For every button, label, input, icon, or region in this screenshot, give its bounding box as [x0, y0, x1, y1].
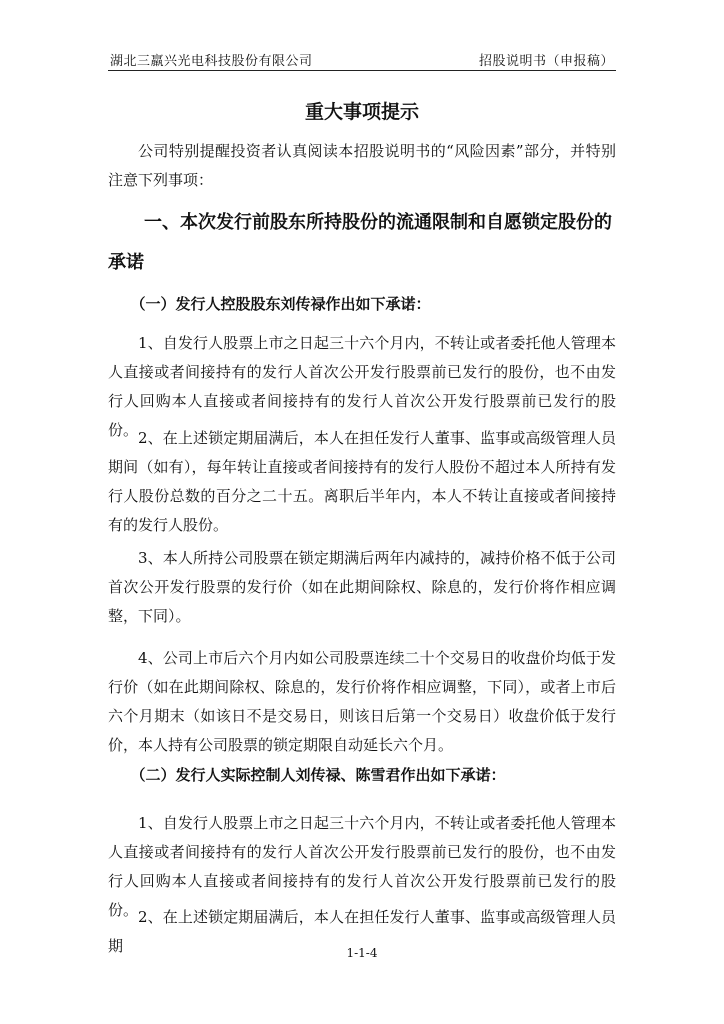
page-header [108, 48, 616, 71]
header-company: 湖北三羸兴光电科技股份有限公司 [110, 54, 313, 69]
paragraph-1-2: 2、在上述锁定期届满后，本人在担任发行人董事、监事或高级管理人员期间（如有），每年转让直接或者间接持有的发行人股份不超过本人所持有发行人股份总数的百分之二十五。离职后半年内，本人不转让直接或者间接持有的发行人股份。 [108, 429, 616, 534]
page-title: 重大事项提示 [304, 101, 419, 123]
subsection-heading-1: （一）发行人控股股东刘传禄作出如下承诺： [130, 295, 431, 313]
paragraph-1-3: 3、本人所持公司股票在锁定期满后两年内减持的，减持价格不低于公司首次公开发行股票的发行价（如在此期间除权、除息的，发行价将作相应调整，下同）。 [108, 549, 616, 625]
section-heading-1: 一、本次发行前股东所持股份的流通限制和自愿锁定股份的承诺 [108, 212, 612, 273]
paragraph-2-2: 2、在上述锁定期届满后，本人在担任发行人董事、监事或高级管理人员期 [108, 908, 616, 955]
paragraph-1-1: 1、自发行人股票上市之日起三十六个月内，不转让或者委托他人管理本人直接或者间接持有的发行人首次公开发行股票前已发行的股份，也不由发行人回购本人直接或者间接持有的发行人首次公开发行股票前已发行的股份。 [108, 334, 616, 439]
paragraph-1-4: 4、公司上市后六个月内如公司股票连续二十个交易日的收盘价均低于发行价（如在此期间除权、除息的，发行价将作相应调整，下同），或者上市后六个月期末（如该日不是交易日，则该日后第一个交易日）收盘价低于发行价，本人持有公司股票的锁定期限自动延长六个月。 [108, 649, 616, 754]
page-number: 1-1-4 [346, 946, 378, 960]
header-doc-type: 招股说明书（申报稿） [478, 54, 614, 69]
intro-paragraph: 公司特别提醒投资者认真阅读本招股说明书的“风险因素”部分，并特别注意下列事项： [108, 142, 616, 189]
subsection-heading-2: （二）发行人实际控制人刘传禄、陈雪君作出如下承诺： [130, 766, 506, 784]
paragraph-2-1: 1、自发行人股票上市之日起三十六个月内，不转让或者委托他人管理本人直接或者间接持有的发行人首次公开发行股票前已发行的股份，也不由发行人回购本人直接或者间接持有的发行人首次公开发行股票前已发行的股份。 [108, 814, 616, 919]
